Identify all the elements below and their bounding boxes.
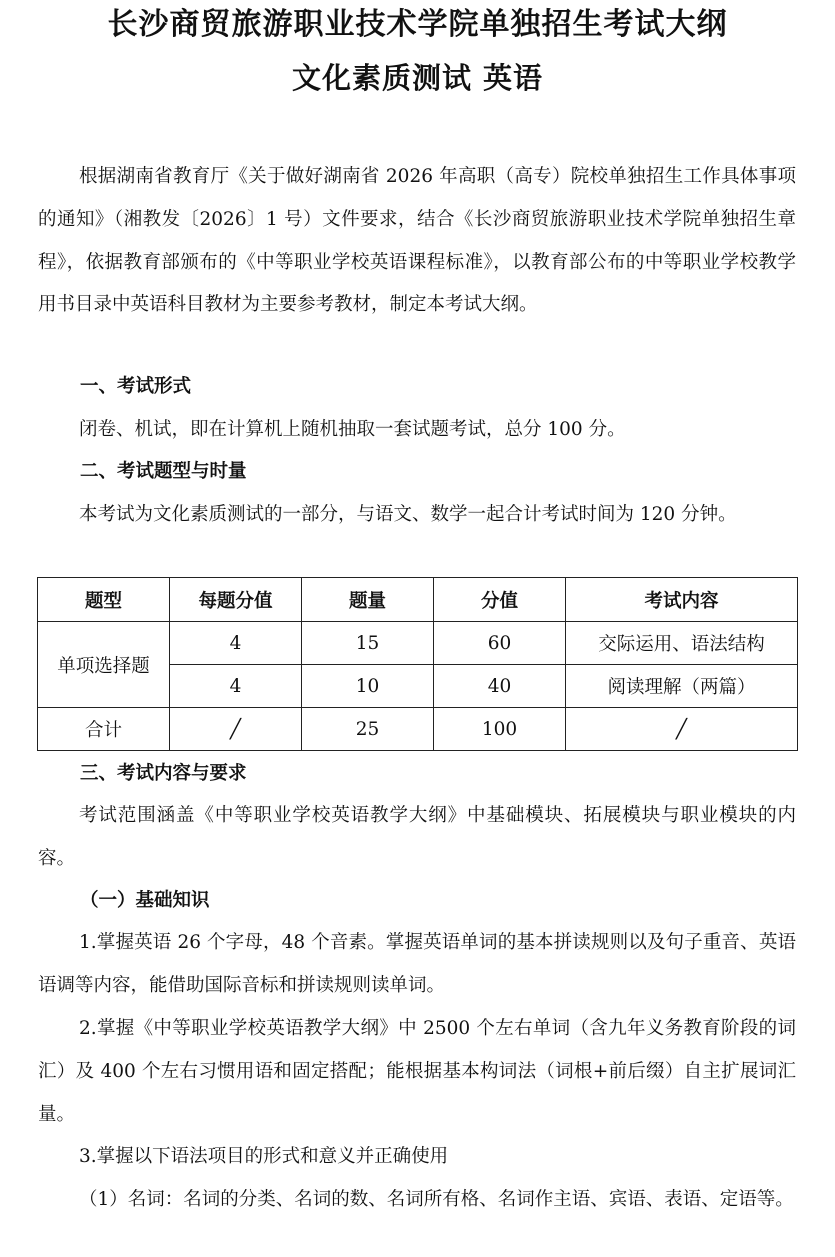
section-heading-content-requirements: 三、考试内容与要求 <box>80 763 247 784</box>
cell-score: 60 <box>434 622 566 665</box>
cell-score-each: 4 <box>170 622 302 665</box>
table-row <box>38 622 798 665</box>
list-item: （1）名词：名词的分类、名词的数、名词所有格、名词作主语、宾语、表语、定语等。 <box>79 1189 794 1210</box>
exam-structure-table <box>37 577 798 751</box>
exam-format-paragraph: 闭卷、机试，即在计算机上随机抽取一套试题考试，总分 100 分。 <box>79 419 626 440</box>
total-score-each: ╱ <box>170 708 302 751</box>
header-cell-score-each: 每题分值 <box>170 578 302 622</box>
list-item: 1.掌握英语 26 个字母，48 个音素。掌握英语单词的基本拼读规则以及句子重音、英语语调等内容，能借助国际音标和拼读规则读单词。 <box>38 932 796 996</box>
cell-score: 40 <box>434 665 566 708</box>
section-heading-question-types: 二、考试题型与时量 <box>80 461 247 482</box>
header-cell-content: 考试内容 <box>566 578 798 622</box>
total-content: ╱ <box>566 708 798 751</box>
document-title: 长沙商贸旅游职业技术学院单独招生考试大纲 <box>107 7 728 42</box>
header-cell-count: 题量 <box>302 578 434 622</box>
cell-content: 阅读理解（两篇） <box>566 665 798 708</box>
cell-score-each: 4 <box>170 665 302 708</box>
table-header-row <box>38 578 798 622</box>
list-item: 2.掌握《中等职业学校英语教学大纲》中 2500 个左右单词（含九年义务教育阶段的词汇）及 400 个左右习惯用语和固定搭配；能根据基本构词法（词根+前后缀）自主扩展词汇量。 <box>38 1018 796 1125</box>
total-count: 25 <box>302 708 434 751</box>
header-cell-score: 分值 <box>434 578 566 622</box>
content-requirements-paragraph: 考试范围涵盖《中等职业学校英语教学大纲》中基础模块、拓展模块与职业模块的内容。 <box>38 805 796 869</box>
table-total-row <box>38 708 798 751</box>
intro-paragraph: 根据湖南省教育厅《关于做好湖南省 2026 年高职（高专）院校单独招生工作具体事项的通知》（湘教发〔2026〕1 号）文件要求，结合《长沙商贸旅游职业技术学院单独招生章程》，依据教育部颁布的《中等职业学校英语课程标准》，以教育部公布的中等职业学校教学用书目录中英语科目教材为主要参考教材，制定本考试大纲。 <box>38 166 796 316</box>
header-cell-type: 题型 <box>38 578 170 622</box>
document-subtitle: 文化素质测试 英语 <box>291 61 544 95</box>
cell-count: 10 <box>302 665 434 708</box>
total-label: 合计 <box>38 708 170 751</box>
section-heading-exam-format: 一、考试形式 <box>80 376 192 397</box>
list-item: 3.掌握以下语法项目的形式和意义并正确使用 <box>79 1146 449 1167</box>
row-label-single-choice: 单项选择题 <box>38 622 170 708</box>
subsection-heading-basic-knowledge: （一）基础知识 <box>80 890 210 911</box>
total-score: 100 <box>434 708 566 751</box>
cell-count: 15 <box>302 622 434 665</box>
cell-content: 交际运用、语法结构 <box>566 622 798 665</box>
question-types-paragraph: 本考试为文化素质测试的一部分，与语文、数学一起合计考试时间为 120 分钟。 <box>79 504 737 525</box>
